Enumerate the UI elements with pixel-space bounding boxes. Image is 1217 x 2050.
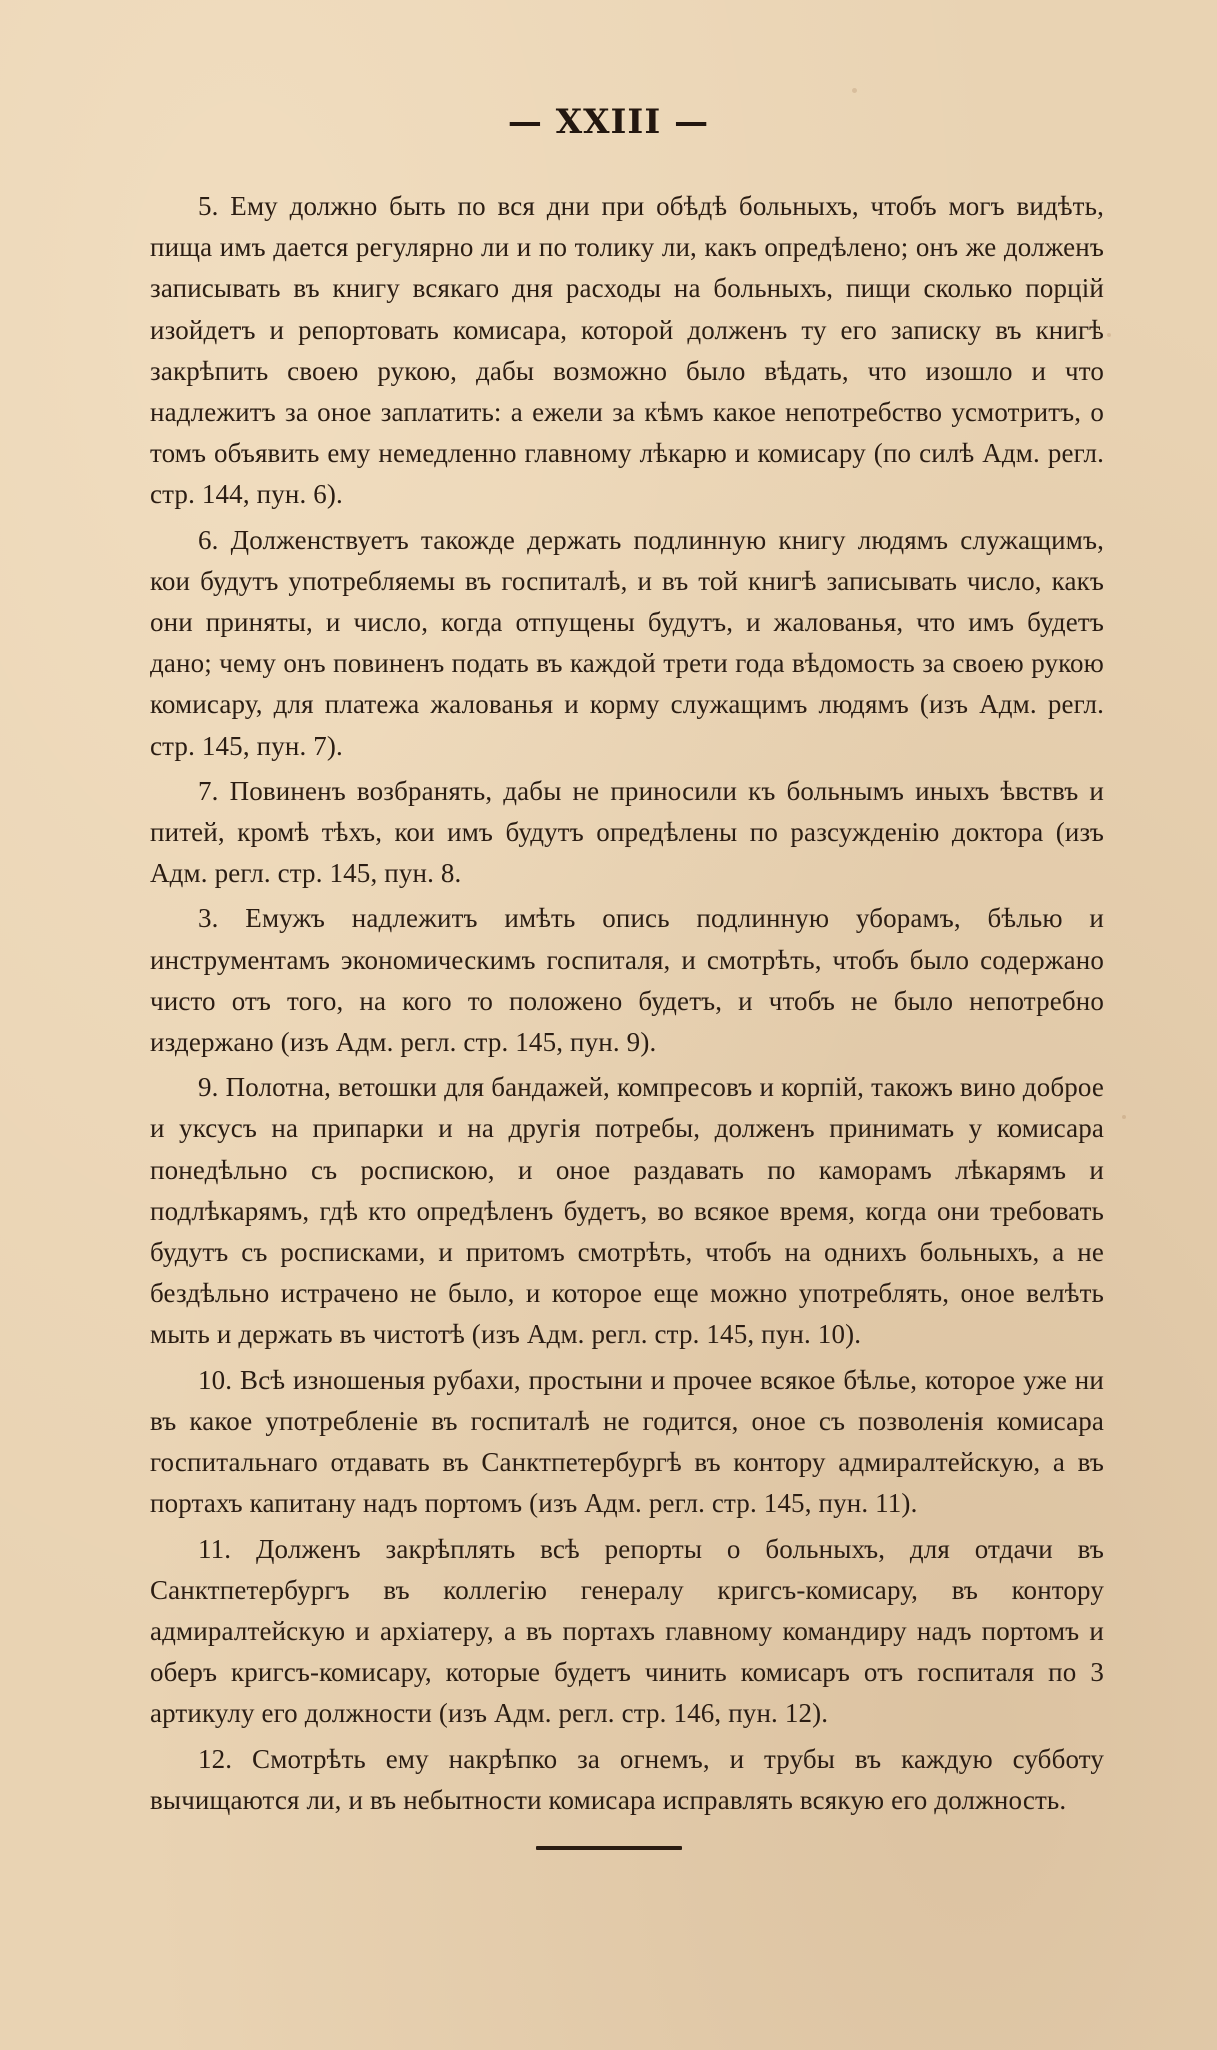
paragraph-5: 5. Ему должно быть по вся дни при обѣдѣ больныхъ, чтобъ могъ видѣть, пища имъ дается регулярно ли и по толику ли, какъ опредѣлено; онъ же долженъ записывать въ книгу всякаго дня расходы на больныхъ, пищи сколько порцій изойдетъ и репортовать комисара, которой долженъ ту его записку въ книгѣ закрѣпить своею рукою, дабы возможно было вѣдать, что изошло и что надлежитъ за оное заплатить: а ежели за кѣмъ какое непотребство усмотритъ, о томъ объявить ему немедленно главному лѣкарю и комисару (по силѣ Адм. регл. стр. 144, пун. 6). (150, 191, 1104, 510)
paragraph-6: 6. Долженствуетъ такожде держать подлинную книгу людямъ служащимъ, кои будутъ употребляемы въ госпиталѣ, и въ той книгѣ записывать число, какъ они приняты, и число, когда отпущены будутъ, и жалованья, что имъ будетъ дано; чему онъ повиненъ подать въ каждой трети года вѣдомость за своею рукою комисару, для платежа жалованья и корму служащимъ людямъ (изъ Адм. регл. стр. 145, пун. 7). (150, 524, 1104, 761)
paragraph-11: 11. Долженъ закрѣплять всѣ репорты о больныхъ, для отдачи въ Санктпетербургъ въ коллегію генералу кригсъ-комисару, въ контору адмиралтейскую и архіатеру, а въ портахъ главному командиру надъ портомъ и оберъ кригсъ-комисару, которые будетъ чинить комисаръ отъ госпиталя по 3 артикулу его должности (изъ Адм. регл. стр. 146, пун. 12). (150, 1533, 1104, 1729)
paragraph-9: 9. Полотна, ветошки для бандажей, компресовъ и корпій, такожъ вино доброе и уксусъ на припарки и на другія потребы, долженъ принимать у комисара понедѣльно съ роспискою, и оное раздавать по каморамъ лѣкарямъ и подлѣкарямъ, гдѣ кто опредѣленъ будетъ, во всякое время, когда они требовать будутъ съ росписками, и притомъ смотрѣть, чтобъ на однихъ больныхъ, а не бездѣльно истрачено не было, и которое еще можно употреблять, оное велѣть мыть и держать въ чистотѣ (изъ Адм. регл. стр. 145, пун. 10). (150, 1072, 1104, 1350)
paragraph-7: 7. Повиненъ возбранять, дабы не приносили къ больнымъ иныхъ ѣвствъ и питей, кромѣ тѣхъ, кои имъ будутъ опредѣлены по разсужденію доктора (изъ Адм. регл. стр. 145, пун. 8. (150, 775, 1104, 889)
paper-stain (1122, 1115, 1126, 1119)
section-end-rule (536, 1846, 682, 1850)
paragraph-12: 12. Смотрѣть ему накрѣпко за огнемъ, и трубы въ каждую субботу вычищаются ли, и въ небытности комисара исправлять всякую его должность. (150, 1743, 1104, 1815)
paragraph-10: 10. Всѣ изношеныя рубахи, простыни и прочее всякое бѣлье, которое уже ни въ какое употребленіе въ госпиталѣ не годится, оное съ позволенія комисара госпитальнаго отдавать въ Санктпетербургѣ въ контору адмиралтейскую, а въ портахъ капитану надъ портомъ (изъ Адм. регл. стр. 145, пун. 11). (150, 1364, 1104, 1519)
paragraph-8: 3. Емужъ надлежитъ имѣть опись подлинную уборамъ, бѣлью и инструментамъ экономическимъ госпиталя, и смотрѣть, чтобъ было содержано чисто отъ того, на кого то положено будетъ, и чтобъ не было непотребно издержано (изъ Адм. регл. стр. 145, пун. 9). (150, 903, 1104, 1058)
paper-stain (1107, 333, 1111, 337)
paper-stain (852, 88, 857, 93)
article-body (150, 186, 1104, 1825)
page-number-header: — XXIII — (507, 102, 710, 142)
